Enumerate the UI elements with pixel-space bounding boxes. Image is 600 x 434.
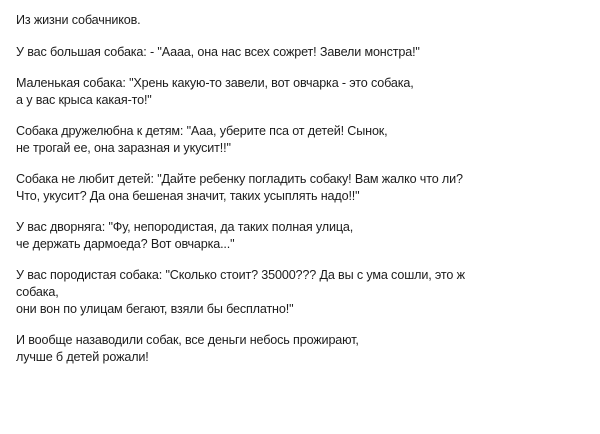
paragraph-big-dog: У вас большая собака: - "Аааа, она нас всех сожрет! Завели монстра!": [16, 45, 420, 59]
paragraph-purebred: У вас породистая собака: "Сколько стоит? 35000??? Да вы с ума сошли, это ж собака, они вон по улицам бегают, взяли бы бесплатно!": [16, 268, 465, 316]
paragraph-small-dog: Маленькая собака: "Хрень какую-то завели, вот овчарка - это собака, а у вас крыса какая-то!": [16, 76, 414, 107]
paragraph-friendly-dog: Собака дружелюбна к детям: "Ааа, уберите пса от детей! Сынок, не трогай ее, она заразная и укусит!!": [16, 124, 388, 155]
paragraph-conclusion: И вообще назаводили собак, все деньги небось прожирают, лучше б детей рожали!: [16, 333, 359, 364]
paragraph-mongrel: У вас дворняга: "Фу, непородистая, да таких полная улица, че держать дармоеда? Вот овчарка...": [16, 220, 354, 251]
paragraph-dislikes-kids: Собака не любит детей: "Дайте ребенку погладить собаку! Вам жалко что ли? Что, укусит? Да она бешеная значит, таких усыплять надо!!": [16, 172, 463, 203]
post-title: Из жизни собачников.: [16, 13, 141, 27]
